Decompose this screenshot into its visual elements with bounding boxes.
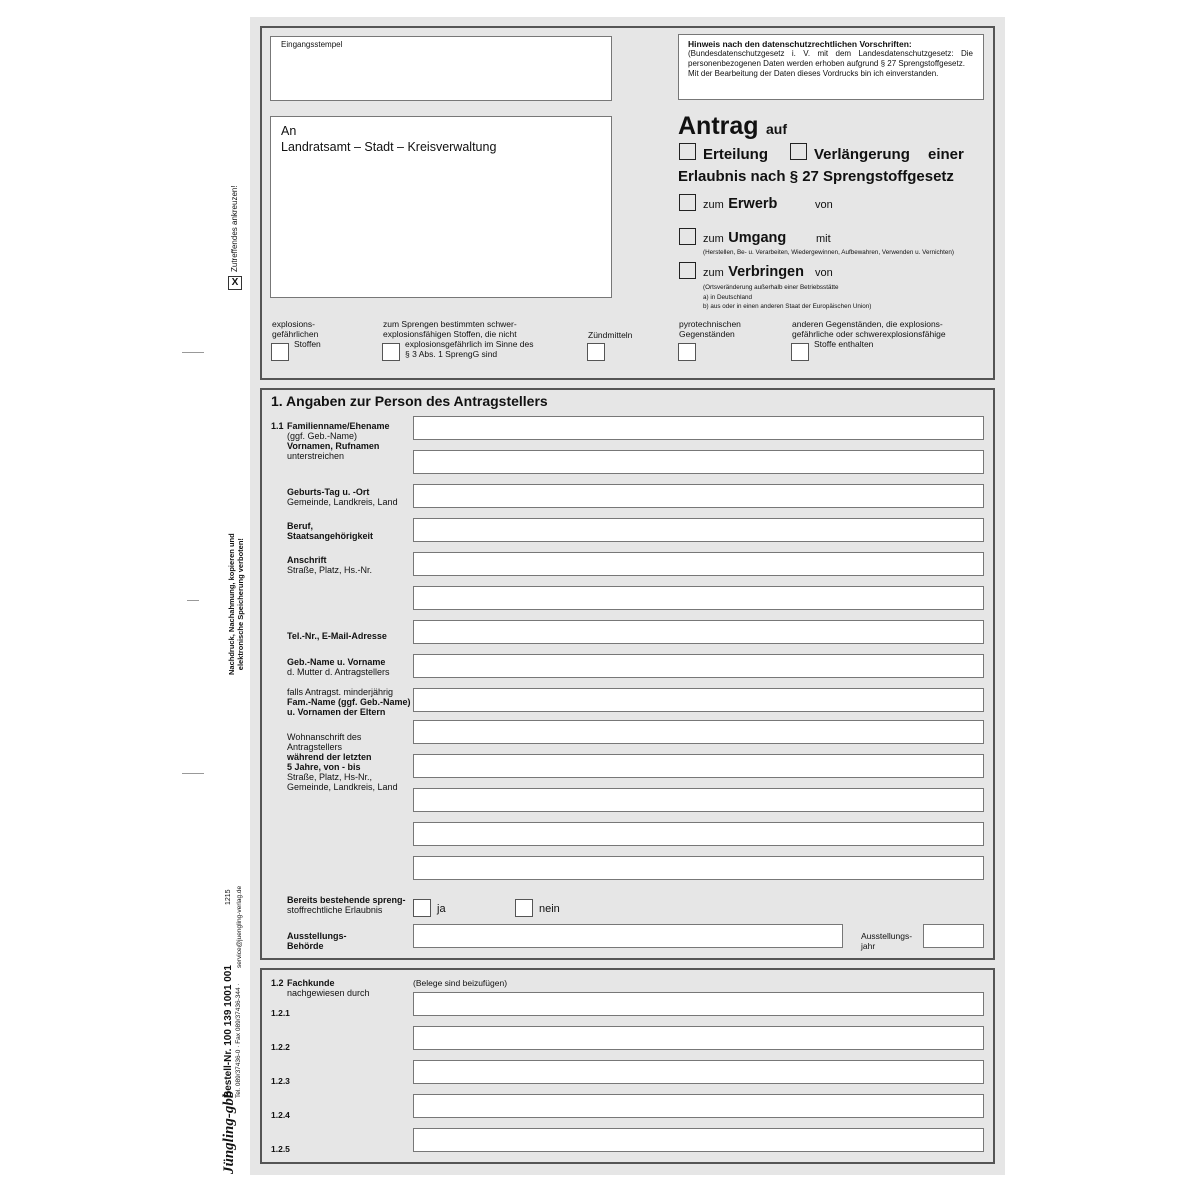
mother-name-input[interactable] bbox=[413, 654, 984, 678]
umgang-label: Umgang bbox=[728, 230, 787, 246]
title-antrag: Antrag bbox=[678, 112, 759, 140]
umgang-checkbox[interactable] bbox=[679, 228, 696, 245]
material-label-line: pyrotechnischen bbox=[679, 319, 741, 329]
label-line: Gemeinde, Landkreis, Land bbox=[287, 782, 398, 792]
verbringen-prefix: zum bbox=[703, 267, 724, 279]
label-line: falls Antragst. minderjährig bbox=[287, 687, 394, 697]
label-residence-history bbox=[287, 732, 398, 792]
verlaengerung-label: Verlängerung bbox=[814, 146, 910, 163]
label-line: Familienname/Ehename bbox=[287, 421, 390, 431]
qualification-input-2[interactable] bbox=[413, 1026, 984, 1050]
label-mother bbox=[287, 657, 390, 677]
title-auf: auf bbox=[766, 121, 788, 137]
umgang-note: (Herstellen, Be- u. Verarbeiten, Wiedergewinnen, Aufbewahren, Verwenden u. Vernichten) bbox=[703, 249, 954, 256]
stamp-box bbox=[270, 36, 612, 101]
parents-name-input[interactable] bbox=[413, 688, 984, 712]
label-line: Straße, Platz, Hs.-Nr. bbox=[287, 565, 373, 575]
material-checkbox-explosive[interactable] bbox=[271, 343, 289, 361]
application-subtitle: Erlaubnis nach § 27 Sprengstoffgesetz bbox=[678, 168, 954, 185]
residence-history-input[interactable] bbox=[413, 754, 984, 778]
label-line: Behörde bbox=[287, 941, 324, 951]
einer-label: einer bbox=[928, 146, 964, 163]
privacy-body: (Bundesdatenschutzgesetz i. V. mit dem Landesdatenschutzgesetz: Die personenbezogenen Daten werden erhoben aufgrund § 27 Sprengstoffgesetz. bbox=[688, 49, 973, 68]
section-1-1-number: 1.1 bbox=[271, 421, 284, 431]
material-label-other bbox=[792, 319, 946, 349]
label-line: Wohnanschrift des bbox=[287, 732, 362, 742]
label-line: d. Mutter d. Antragstellers bbox=[287, 667, 390, 677]
existing-permit-no-checkbox[interactable] bbox=[515, 899, 533, 917]
row-number: 1.2.3 bbox=[271, 1076, 290, 1086]
verbringen-note-line: (Ortsveränderung außerhalb einer Betriebsstätte bbox=[703, 284, 839, 291]
label-line: Staatsangehörigkeit bbox=[287, 531, 374, 541]
check-hint-text: Zutreffendes ankreuzen! bbox=[230, 185, 239, 272]
label-line: Straße, Platz, Hs-Nr., bbox=[287, 772, 373, 782]
label-line: Geb.-Name u. Vorname bbox=[287, 657, 386, 667]
label-existing-permit bbox=[287, 895, 406, 915]
verbringen-note-line: a) in Deutschland bbox=[703, 293, 753, 301]
label-address bbox=[287, 555, 372, 575]
material-label-line: gefährliche oder schwerexplosionsfähige bbox=[792, 329, 946, 339]
qualification-input-5[interactable] bbox=[413, 1128, 984, 1152]
recipient-authority: Landratsamt – Stadt – Kreisverwaltung bbox=[281, 140, 497, 154]
recipient-to: An bbox=[281, 124, 297, 138]
material-label-line: Gegenständen bbox=[679, 329, 735, 339]
first-names-input[interactable] bbox=[413, 450, 984, 474]
erwerb-prefix: zum bbox=[703, 199, 724, 211]
label-parents bbox=[287, 687, 411, 717]
publisher-phone: Tel. 089/37436-0 · Fax 089/37436-344 · bbox=[235, 983, 242, 1098]
material-label-pyrotechnic bbox=[679, 319, 741, 339]
material-label-line: § 3 Abs. 1 SprengG sind bbox=[405, 349, 498, 359]
label-phone-email: Tel.-Nr., E-Mail-Adresse bbox=[287, 631, 387, 641]
publisher-email: service@juengling-verlag.de bbox=[236, 885, 243, 968]
material-label-line: zum Sprengen bestimmten schwer- bbox=[383, 319, 517, 329]
label-issue-year bbox=[861, 931, 912, 951]
fold-mark bbox=[182, 773, 204, 774]
erwerb-checkbox[interactable] bbox=[679, 194, 696, 211]
residence-history-input[interactable] bbox=[413, 822, 984, 846]
label-line: Vornamen, Rufnamen bbox=[287, 441, 380, 451]
label-line: Bereits bestehende spreng- bbox=[287, 895, 406, 905]
label-line: Ausstellungs- bbox=[861, 931, 913, 941]
material-label-blasting bbox=[383, 319, 534, 359]
qualification-input-4[interactable] bbox=[413, 1094, 984, 1118]
umgang-suffix: mit bbox=[816, 233, 831, 245]
label-line: nachgewiesen durch bbox=[287, 988, 370, 998]
label-line: Geburts-Tag u. -Ort bbox=[287, 487, 370, 497]
privacy-consent: Mit der Bearbeitung der Daten dieses Vordrucks bin ich einverstanden. bbox=[688, 69, 939, 78]
family-name-input[interactable] bbox=[413, 416, 984, 440]
check-hint-box: X bbox=[228, 276, 242, 290]
material-label-line: gefährlichen bbox=[272, 329, 319, 339]
label-line: Anschrift bbox=[287, 555, 327, 565]
fold-mark bbox=[182, 352, 204, 353]
residence-history-input[interactable] bbox=[413, 720, 984, 744]
material-label-line: Stoffe enthalten bbox=[814, 339, 874, 349]
material-label-line: explosionsgefährlich im Sinne des bbox=[405, 339, 534, 349]
label-line: Beruf, bbox=[287, 521, 314, 531]
material-label-line: explosionsfähigen Stoffen, die nicht bbox=[383, 329, 517, 339]
verbringen-checkbox[interactable] bbox=[679, 262, 696, 279]
issue-year-input[interactable] bbox=[923, 924, 984, 948]
label-line: (ggf. Geb.-Name) bbox=[287, 431, 358, 441]
material-label-line: explosions- bbox=[272, 319, 315, 329]
umgang-prefix: zum bbox=[703, 233, 724, 245]
stamp-label: Eingangsstempel bbox=[281, 40, 343, 49]
label-issuing-authority bbox=[287, 931, 347, 951]
verbringen-note bbox=[703, 283, 871, 312]
residence-history-input[interactable] bbox=[413, 856, 984, 880]
material-checkbox-other[interactable] bbox=[791, 343, 809, 361]
label-line: Fachkunde bbox=[287, 978, 335, 988]
privacy-notice bbox=[678, 34, 984, 100]
copyright-line: Nachdruck, Nachahmung, kopieren und bbox=[227, 533, 236, 675]
section-1-title: 1. Angaben zur Person des Antragstellers bbox=[271, 393, 548, 409]
label-line: Antragstellers bbox=[287, 742, 343, 752]
row-number: 1.2.2 bbox=[271, 1042, 290, 1052]
verbringen-note-line: b) aus oder in einen anderen Staat der Europäischen Union) bbox=[703, 303, 872, 310]
phone-email-input[interactable] bbox=[413, 620, 984, 644]
existing-permit-no-label: nein bbox=[539, 903, 560, 915]
verbringen-suffix: von bbox=[815, 267, 833, 279]
label-line: während der letzten bbox=[287, 752, 372, 762]
verbringen-label: Verbringen bbox=[728, 264, 804, 280]
material-checkbox-detonators[interactable] bbox=[587, 343, 605, 361]
label-line: jahr bbox=[861, 941, 876, 951]
material-checkbox-pyrotechnic[interactable] bbox=[678, 343, 696, 361]
label-qualification bbox=[287, 978, 370, 998]
profession-nationality-input[interactable] bbox=[413, 518, 984, 542]
punch-mark bbox=[187, 600, 199, 601]
erteilung-label: Erteilung bbox=[703, 146, 769, 163]
birth-date-place-input[interactable] bbox=[413, 484, 984, 508]
address-input-line-2[interactable] bbox=[413, 586, 984, 610]
erwerb-suffix: von bbox=[815, 199, 833, 211]
material-label-detonators: Zündmitteln bbox=[588, 330, 633, 340]
label-line: unterstreichen bbox=[287, 451, 345, 461]
address-input[interactable] bbox=[413, 552, 984, 576]
issuing-authority-input[interactable] bbox=[413, 924, 843, 948]
copyright-notice bbox=[227, 533, 245, 675]
label-line: Fam.-Name (ggf. Geb.-Name) bbox=[287, 697, 411, 707]
privacy-heading: Hinweis nach den datenschutzrechtlichen Vorschriften: bbox=[688, 39, 912, 49]
qualification-input-3[interactable] bbox=[413, 1060, 984, 1084]
residence-history-input[interactable] bbox=[413, 788, 984, 812]
label-line: Gemeinde, Landkreis, Land bbox=[287, 497, 398, 507]
order-number: Bestell-Nr. 100 139 1001 001 bbox=[223, 965, 234, 1098]
erwerb-label: Erwerb bbox=[728, 196, 778, 212]
erteilung-checkbox[interactable] bbox=[679, 143, 696, 160]
qualification-input-1[interactable] bbox=[413, 992, 984, 1016]
label-line: Ausstellungs- bbox=[287, 931, 347, 941]
documents-note: (Belege sind beizufügen) bbox=[413, 978, 508, 988]
recipient-box bbox=[270, 116, 612, 298]
row-number: 1.2.5 bbox=[271, 1144, 290, 1154]
label-birth bbox=[287, 487, 398, 507]
label-profession bbox=[287, 521, 373, 541]
existing-permit-yes-label: ja bbox=[437, 903, 446, 915]
material-checkbox-blasting[interactable] bbox=[382, 343, 400, 361]
label-line: 5 Jahre, von - bis bbox=[287, 762, 361, 772]
application-title bbox=[678, 112, 787, 141]
umgang-option bbox=[703, 229, 786, 247]
row-number: 1.2.4 bbox=[271, 1110, 290, 1120]
label-family-name bbox=[287, 421, 390, 461]
label-line: stoffrechtliche Erlaubnis bbox=[287, 905, 383, 915]
verbringen-option bbox=[703, 263, 804, 281]
verlaengerung-checkbox[interactable] bbox=[790, 143, 807, 160]
publisher-logo: Jüngling-gbb bbox=[221, 1090, 237, 1174]
material-label-line: Stoffen bbox=[294, 339, 321, 349]
section-1-2-number: 1.2 bbox=[271, 978, 284, 988]
copyright-line: elektronische Speicherung verboten! bbox=[236, 538, 245, 671]
row-number: 1.2.1 bbox=[271, 1008, 290, 1018]
material-label-line: anderen Gegenständen, die explosions- bbox=[792, 319, 943, 329]
existing-permit-yes-checkbox[interactable] bbox=[413, 899, 431, 917]
form-code: 1215 bbox=[225, 889, 232, 905]
label-line: u. Vornamen der Eltern bbox=[287, 707, 386, 717]
erwerb-option bbox=[703, 195, 777, 213]
